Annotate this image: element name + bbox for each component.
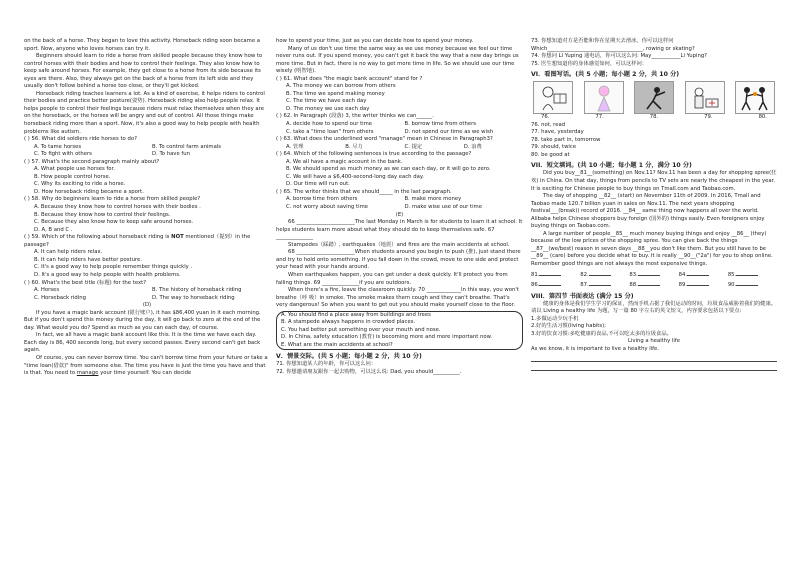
q57-option-a: A. What people use horses for. [34, 166, 115, 173]
writing-line[interactable] [531, 354, 777, 363]
passage-c-end: on the back of a horse. They began to love this activity. Horseback riding soon became a sport. Now, anyone who loves horses can try it. [24, 38, 261, 52]
answer-blank-89[interactable] [679, 279, 728, 290]
question-58: ( ) 58. Why do beginners learn to ride a horse from skilled people? [24, 196, 201, 203]
passage-e-para-1: 66 ______________________The last Monday in March is for students to learn it at school. It helps students learn more about what they should do to keep themselves safe. 67 ______________ [276, 219, 523, 241]
passage-e-para-2: Stampedes（踩踏）, earthquakes（地震）and fires are the main accidents at school. [288, 241, 510, 248]
answer-number: 83. [629, 271, 638, 278]
q63-option-a: A. 管理 [286, 143, 304, 150]
writing-point-2: 2.好的生活习惯(living habits); [531, 323, 606, 330]
question-73: 73. 你想知道对方是否能和你在星期天去滑冰，你可以这样问 [531, 38, 674, 44]
section-7-title: VII．短文填词。(共 10 小题；每小题 1 分，满分 10 分) [531, 162, 692, 170]
q64-option-c: C. We will have a $6,400-second-long day each day. [286, 173, 424, 180]
q64-option-b: B. We should spend as much money as we can each day, or it will go to zero. [286, 166, 491, 173]
passage-d-para-2: In fact, we all have a magic bank account like this. It is the time we have each day. Each day is 86, 400 seconds long, but every second passes. Every second can't get back again. [24, 332, 261, 354]
question-74: 74. 你想问 Li Yuping 通电话，你可以这么问: May___________Li Yuping? [531, 53, 707, 60]
prompt-79: 79. should, twice [531, 144, 577, 151]
q61-option-a: A. The money we can borrow from others [286, 83, 396, 90]
box-option-c: C. You had better put something over your mouth and nose. [281, 326, 441, 333]
essay-title: Living a healthy life [627, 338, 680, 345]
q60-option-c: C. Horseback riding [34, 294, 86, 301]
picture-sports-icon [634, 81, 674, 114]
blank-line [736, 269, 758, 276]
picture-row [531, 79, 777, 114]
q58-option-a: A. Because they know how to control horses with their bodies . [34, 204, 201, 211]
q65-option-c: C. not worry about saving time [286, 204, 369, 211]
q63-option-b: B. 尽力 [345, 143, 363, 150]
q62-option-a: A. decide how to spend our time [286, 121, 373, 128]
underlined-manage: manage [76, 370, 99, 377]
passage-d-label: (D) [142, 302, 152, 309]
q65-option-a: A. borrow time from others [286, 196, 358, 203]
picture-number: 77. [595, 114, 604, 121]
q56-options-row [24, 144, 270, 152]
q57-option-d: D. How horseback riding became a sport. [34, 188, 144, 195]
q64-option-d: D. Our time will run out. [286, 181, 350, 188]
q62-option-c: C. take a "time loan" from others [286, 128, 374, 135]
blank-line [638, 269, 660, 276]
q64-option-a: A. We all have a magic account in the bank. [286, 158, 403, 165]
q58-option-b: B. Because they know how to control their feelings. [34, 211, 171, 218]
box-option-a: A. You should find a place away from buildings and trees [281, 311, 431, 318]
passage-c-para-3: Horseback riding teaches learners a lot. As a kind of exercise, it helps riders to control their bodies and practice better posture(姿势). Horseback riding also help people relax. It helps people to control their feelings because riders must relax themselves when they are on the horseback, or the horses will be angry and out of control. All those things make horseback riding more than a sport. Now, it's also a good way to help people with health problems like autism. [24, 90, 265, 135]
q62-options-row [276, 121, 523, 129]
answer-blank-84[interactable] [679, 269, 728, 280]
q60-options-row [24, 287, 270, 295]
q56-options-row [24, 151, 270, 159]
prompt-80: 80. be good at [531, 151, 570, 158]
writing-instructions: 健康的身体是我们学生学习的保证，然而手机占据了我们运动的时间，垃圾食品威胁着我们的健康。请以 Living a healthy life 为题，写一篇 80 字左右的英文短文，内容要求包括以下要点: [531, 300, 777, 315]
writing-point-3: 3.好的饮食习惯:多吃健康的食品,不可以吃太多的垃圾食品。 [531, 330, 672, 337]
writing-line[interactable] [531, 362, 777, 371]
q58-option-c: C. Because they also know how to keep safe around horses. [34, 219, 194, 226]
q58-option-d: D. A, B and C . [34, 226, 73, 233]
answer-number: 90. [727, 282, 737, 289]
answer-blank-row [531, 279, 777, 290]
answer-blank-88[interactable] [629, 279, 678, 290]
question-61: ( ) 61. What does "the magic bank account" stand for ? [276, 75, 423, 82]
question-57: ( ) 57. What's the second paragraph mainly about? [24, 158, 160, 165]
passage-d-para-3-end: your time yourself. You can decide [100, 370, 192, 377]
picture-number: 76. [541, 114, 550, 121]
question-73-answer-line: Which____________________________________, rowing or skating? [531, 45, 695, 52]
column-right [531, 38, 777, 371]
picture-basketball-icon [735, 81, 775, 114]
answer-number: 82. [580, 271, 589, 278]
question-75: 75. 医生想知道你的身体感觉如何，可以这样问： [531, 60, 648, 67]
q63-option-c: C. 提定 [404, 143, 423, 150]
passage-d-para-3 [24, 355, 270, 378]
q56-option-d: D. To have fun [152, 151, 190, 158]
q62-options-row [276, 129, 523, 137]
question-65: ( ) 65. The writer thinks that we should_____ in the last paragraph. [276, 188, 452, 195]
passage-e-label: (E) [395, 211, 404, 218]
q65-option-b: B. make more money [404, 196, 462, 203]
options-box [276, 311, 523, 351]
answer-blank-83[interactable] [629, 269, 678, 280]
passage-e-para-3: 68 ______________________When students around you begin to push (推), just stand there and try to hold onto something. If you fall down in the crowd, move to one side and protect your head with your hands around. [276, 249, 521, 271]
passage-d-continued: how to spend your time, just as you can decide how to spend your money. [276, 38, 474, 44]
picture-girl-icon [584, 81, 624, 114]
q62-option-d: D. not spend our time as we wish [404, 128, 494, 135]
passage-d-para-1: If you have a magic bank account (银行账户), it has $86,400 yuan in it each morning. But if you don't spend this money during the day, it will go back to zero at the end of the day. What would you do? Spend as much as you can each day, of course. [24, 309, 261, 331]
answer-number: 88. [629, 282, 638, 289]
section-8-title: VIII．第四节 书面表达 (满分 15 分) [531, 292, 634, 300]
question-56: ( ) 56. What did soldiers ride horses to do? [24, 136, 137, 143]
answer-blank-82[interactable] [580, 269, 629, 280]
question-71: 71. 你想知道某人的年龄，你可以这么问： [276, 361, 377, 368]
q60-option-b: B. The history of horseback riding [152, 287, 242, 294]
q61-option-b: B. The time we spend making money [286, 90, 385, 97]
q65-options-row [276, 196, 523, 204]
section-6-title: VI．看图写话。(共 5 小题；每小题 2 分，共 10 分) [531, 71, 680, 79]
answer-blank-86[interactable] [531, 279, 580, 290]
passage-e-para-5: When there's a fire, leave the classroom quickly. 70 _____________In this way, you won't breathe（呼 吸）in smoke. The smoke makes them cough and they can't breathe. That's very dangerous! So when you want to get out you should make yourself close to the floor. [276, 287, 519, 309]
question-64: ( ) 64. Which of the following sentences is true according to the passage? [276, 151, 472, 158]
blank-line [687, 269, 709, 276]
cloze-para-2: The day of shopping __82__ (start) on November 11th of 2009. In 2016, Tmall and Taobao made 120.7 billion yuan in sales on Nov.11. The next years shopping festival___(break)) record of 2016. __84__ same thing now happens all over the world. Alibaba helps Chinese shoppers buy foreign (国外的) things easily. Even foreigners enjoy buying things on Taobao.com. [531, 193, 765, 230]
q63-options-row [276, 144, 523, 152]
column-middle [276, 38, 523, 377]
picture-number: 78. [649, 114, 659, 121]
passage-c-para-2: Beginners should learn to ride a horse from skilled people because they know how to control horses with their bodies and how to control their feelings. They also know how to keep safe around horses. For example, they get close to a horse from its side because its eyes are there. Also, they always get on the back of a horse from its left side and they usually don't follow behind a horse too close, or they'll get kicked. [24, 53, 263, 90]
q62-option-b: B. borrow time from others [404, 121, 477, 128]
q61-option-d: D. The money we use each day [286, 105, 370, 112]
writing-point-1: 1.多做运动少玩手机 [531, 315, 579, 322]
picture-number: 80. [758, 114, 767, 121]
blank-line [589, 279, 611, 286]
question-62: ( ) 62. In Paragraph (段落) 3, the writer thinks we can______. [276, 113, 434, 120]
q59-option-c: C. It's a good way to help people remember things quickly . [34, 264, 193, 271]
picture-doctor-icon [685, 81, 725, 114]
answer-blank-87[interactable] [580, 279, 629, 290]
prompt-76: 76. not, read [531, 121, 566, 128]
blank-line [539, 279, 561, 286]
q56-option-b: B. To control farm animals [152, 143, 222, 150]
answer-blank-90[interactable] [728, 279, 777, 290]
passage-d-para-3-text: Of course, you can never borrow time. You can't borrow time from your future or take a "time loan(借款)" from someone else. The time you have is just the time you have and that is that. You need to [24, 354, 268, 377]
q60-options-row [24, 295, 270, 303]
column-left [24, 38, 270, 378]
blank-line [589, 269, 611, 276]
answer-blank-row [531, 269, 777, 280]
blank-line [687, 279, 709, 286]
q60-option-a: A. Horses [34, 287, 60, 294]
blank-line [736, 279, 758, 286]
q59-option-d: D. It's a good way to help people with health problems. [34, 271, 181, 278]
answer-blank-85[interactable] [728, 269, 777, 280]
prompt-77: 77. have, yesterday [531, 129, 584, 136]
q60-option-d: D. The way to horseback riding [152, 294, 235, 301]
q59-not-emphasis: NOT [171, 234, 184, 241]
q59-text-end: mentioned（提到）in the passage? [24, 234, 251, 248]
passage-d-para-4: Many of us don't use time the same way as we use money because we feel our time never runs out. If you spend money, you can't get it back the way that a new day brings us more time. But in fact, there is no way to get more time in life. So we should use our time wisely (明智地). [276, 45, 519, 75]
q57-option-b: B. How people control horse. [34, 173, 111, 180]
answer-number: 87. [580, 282, 589, 289]
q59-option-b: B. It can help riders have better posture. [34, 256, 142, 263]
box-option-b: B. A stampede always happens in crowded places. [281, 319, 416, 326]
blank-line [539, 269, 561, 276]
q61-option-c: C. The time we have each day [286, 98, 367, 105]
question-60: ( ) 60. What's the best title (标题) for the text? [24, 279, 147, 286]
answer-number: 89. [678, 282, 688, 289]
cloze-para-3: A large number of people__85__ much money buying things and enjoy __86__ (they) because of the low prices of the shopping spree. You can give back the things __87__(we/best) reason in seven days __88__you don't like them. But you still have to be __89__ (care) before you decide what to buy. It is really __90__("2a") for you to shop online. Remember good things are not always the most expensive things. [531, 230, 773, 268]
question-59 [24, 234, 270, 249]
box-option-d: D. In China, safety education (教育) is becoming more and more important now. [281, 334, 493, 341]
picture-number-row [531, 114, 777, 122]
prompt-78: 78. take part in, tomorrow [531, 136, 601, 143]
q56-option-a: A. To tame horses [34, 143, 82, 150]
answer-number: 81. [531, 271, 540, 278]
picture-number: 79. [704, 114, 713, 121]
cloze-para-1: Did you buy__81__(something) on Nov.11? Nov.11 has been a day for shopping spree(狂 欢) in China. On that day, things from pencils to TV sets are nearly the cheapest in the year. It is exciting for Chinese people to buy things on Tmall.com and Taobao.com. [531, 170, 777, 192]
blank-line [638, 279, 660, 286]
question-72: 72. 你想邀请朋友跟你一起去购物，可以这么说: Dad, you should__________. [276, 368, 462, 375]
box-option-e: E. What are the main accidents at school? [281, 341, 393, 348]
section-5-title: V．情景交际。(共 5 小题；每小题 2 分，共 10 分) [276, 353, 422, 361]
q59-option-a: A. It can help riders relax. [34, 249, 103, 256]
picture-reading-icon [533, 81, 573, 114]
question-63: ( ) 63. What does the underlined word "manage" mean in Chinese in Paragraph3? [276, 136, 493, 143]
answer-blank-81[interactable] [531, 269, 580, 280]
passage-e-para-4: When earthquakes happen, you can get under a desk quickly. It'll protect you from falling things. 69 ______________if you are outdoors. [276, 271, 508, 286]
q57-option-c: C. Why its exciting to ride a horse. [34, 181, 126, 188]
essay-first-line: As we know, it is important to live a healthy life. [531, 345, 659, 352]
q59-text-start: ( ) 59. Which of the following about horseback riding is [24, 234, 170, 241]
answer-number: 84. [678, 271, 688, 278]
q56-option-c: C. To fight with others [34, 151, 92, 158]
answer-number: 86. [531, 282, 540, 289]
q63-option-d: D. 浪费 [463, 143, 482, 150]
answer-number: 85. [727, 271, 737, 278]
q65-options-row [276, 204, 523, 212]
q65-option-d: D. make wise use of our time [404, 204, 482, 211]
